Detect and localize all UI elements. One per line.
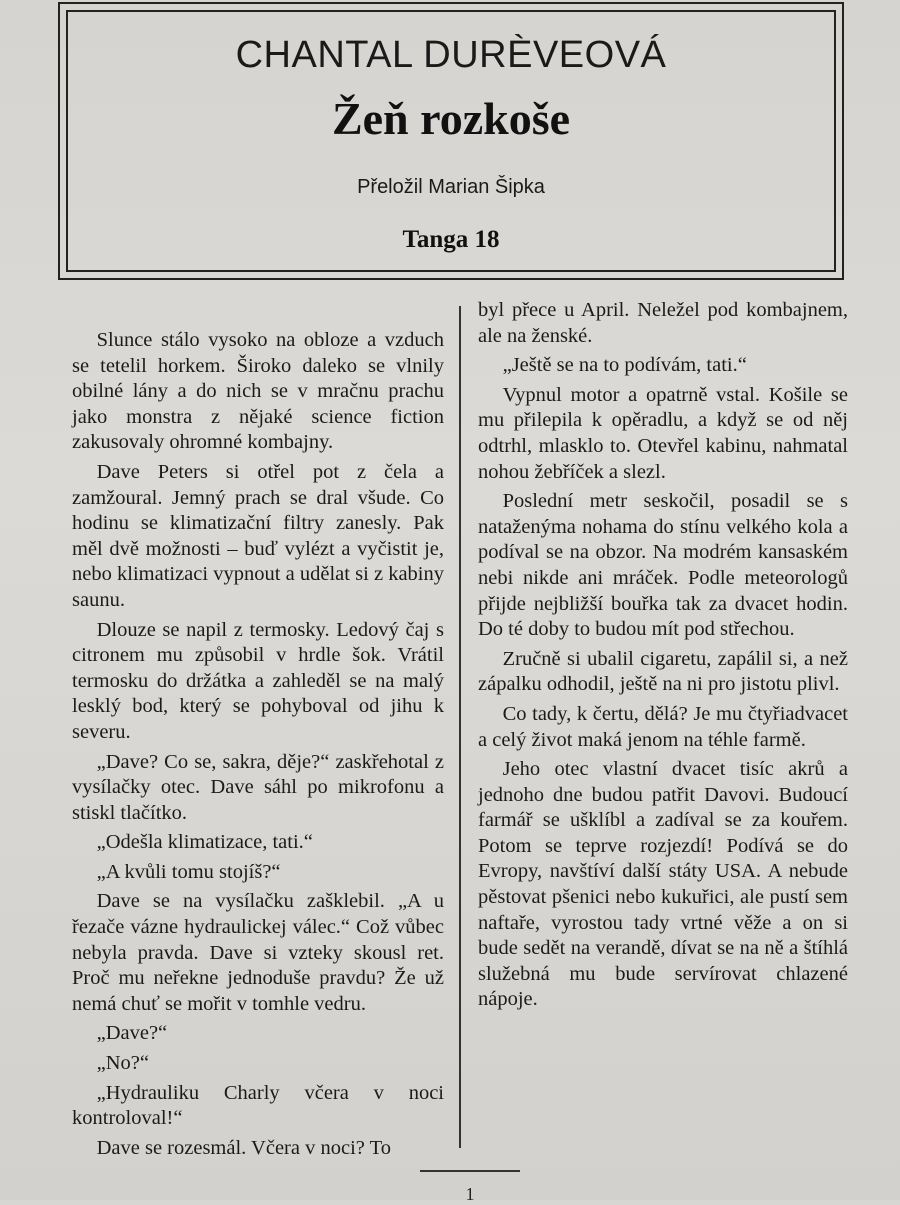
title-frame [58,2,844,280]
left-text-column [72,328,444,1165]
paragraph: byl přece u April. Neležel pod kombajnem, ale na ženské. [478,299,848,347]
translator-credit: Přeložil Marian Šipka [357,176,545,198]
paragraph: Dlouze se napil z termosky. Ledový čaj s citronem mu způsobil v hrdle šok. Vrátil termosku do držátka a zahleděl se na malý lesklý bod, který se pohyboval od jihu k severu. [72,618,444,743]
paragraph: Vypnul motor a opatrně vstal. Košile se mu přilepila k opěradlu, a když se od něj odtrhl, mlasklo to. Otevřel kabinu, nahmatal nohou žebříček a slezl. [478,383,848,483]
paragraph: „Odešla klimatizace, tati.“ [96,831,313,854]
paragraph: „Ještě se na to podívám, tati.“ [502,354,747,377]
page-number: 1 [465,1184,475,1204]
paragraph: „A kvůli tomu stojíš?“ [96,860,281,883]
right-text-column [478,298,848,1017]
series-label: Tanga 18 [402,226,500,253]
paragraph: „Hydrauliku Charly včera v noci kontroloval!“ [72,1081,444,1130]
paragraph: „No?“ [96,1052,149,1075]
paragraph: Dave se rozesmál. Včera v noci? To [96,1136,391,1159]
paragraph: „Dave? Co se, sakra, děje?“ zaskřehotal z vysílačky otec. Dave sáhl po mikrofonu a stiskl tlačítko. [72,750,444,824]
paragraph: „Dave?“ [96,1022,168,1045]
footer-rule [420,1170,520,1172]
author-name: CHANTAL DURÈVEOVÁ [235,34,667,76]
paragraph: Slunce stálo vysoko na obloze a vzduch se tetelil horkem. Široko daleko se vlnily obilné lány a do nich se v mračnu prachu jako monstra z nějaké science fiction zakusovaly ohromné kombajny. [72,329,444,454]
book-title: Žeň rozkoše [331,93,571,144]
paragraph: Dave se na vysílačku zašklebil. „A u řezače vázne hydraulickej válec.“ Což vůbec nebyla pravda. Dave si vzteky skousl ret. Proč mu neřekne jednoduše pravdu? Že už nemá chuť se mořit v tomhle vedru. [72,890,444,1015]
paragraph: Zručně si ubalil cigaretu, zapálil si, a než zápalku odhodil, ještě na ni pro jistotu plivl. [478,647,848,696]
paragraph: Dave Peters si otřel pot z čela a zamžoural. Jemný prach se dral všude. Co hodinu se klimatizační filtry zanesly. Pak měl dvě možnosti – buď vylézt a vyčistit je, nebo klimatizaci vypnout a udělat si z kabiny saunu. [72,460,444,611]
paragraph: Poslední metr seskočil, posadil se s nataženýma nohama do stínu velkého kola a podíval se na obzor. Na modrém kansaském nebi nikde ani mráček. Podle meteorologů přijde nejbližší bouřka tak za dvacet hodin. Do té doby to budou mít pod střechou. [478,490,848,641]
paragraph: Co tady, k čertu, dělá? Je mu čtyřiadvacet a celý život maká jenom na téhle farmě. [478,702,848,751]
column-divider [459,306,461,1148]
paragraph: Jeho otec vlastní dvacet tisíc akrů a jednoho dne budou patřit Davovi. Budoucí farmář se ušklíbl a zadíval se za kouřem. Potom se teprve rozjezdí! Podívá se do Evropy, navštíví další státy USA. A nebude pěstovat pšenici nebo kukuřici, ale pustí sem naftaře, vyrostou tady vrtné věže a on si bude sedět na verandě, dívat se na ně a štíhlá služebná mu bude servírovat chlazené nápoje. [478,758,848,1011]
